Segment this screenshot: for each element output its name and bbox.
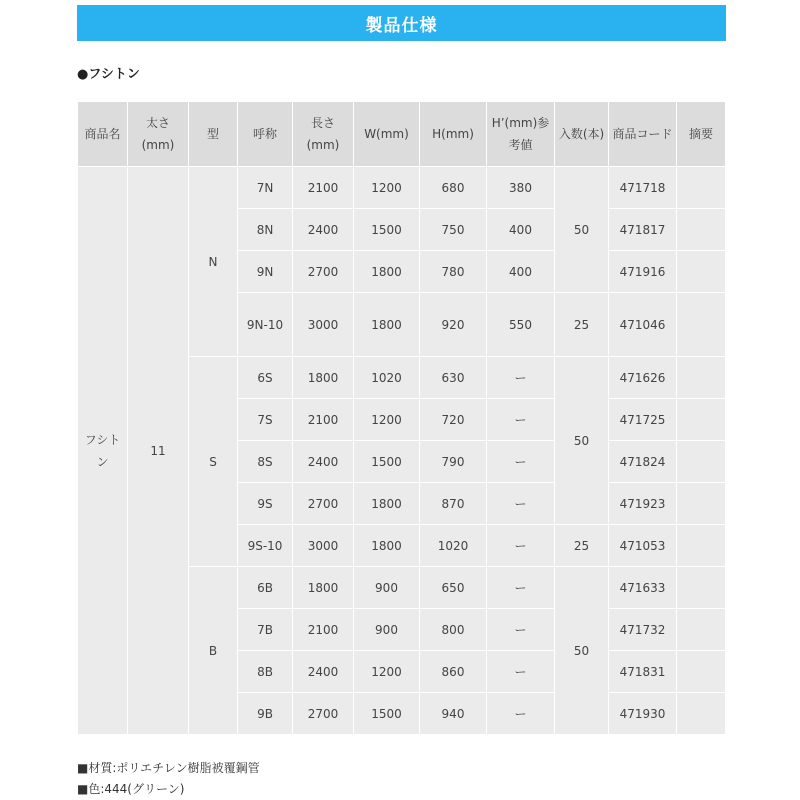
cell-call: 7S xyxy=(238,399,293,441)
cell-length: 3000 xyxy=(293,293,354,357)
cell-code: 471718 xyxy=(609,167,677,209)
cell-h: 720 xyxy=(420,399,487,441)
cell-note xyxy=(677,251,726,293)
cell-h: 680 xyxy=(420,167,487,209)
cell-call: 6B xyxy=(238,567,293,609)
cell-length: 2100 xyxy=(293,167,354,209)
cell-h: 940 xyxy=(420,693,487,735)
cell-thickness: 11 xyxy=(128,167,189,735)
cell-call: 7B xyxy=(238,609,293,651)
header-w: W(mm) xyxy=(354,102,420,167)
spec-banner xyxy=(77,5,726,41)
cell-call: 9S-10 xyxy=(238,525,293,567)
table-row xyxy=(78,167,726,209)
cell-h: 780 xyxy=(420,251,487,293)
cell-hp: 380 xyxy=(487,167,555,209)
cell-note xyxy=(677,567,726,609)
cell-w: 1800 xyxy=(354,251,420,293)
cell-h: 790 xyxy=(420,441,487,483)
section-title: ●フシトン xyxy=(77,67,140,82)
cell-w: 1500 xyxy=(354,693,420,735)
cell-w: 1500 xyxy=(354,441,420,483)
cell-length: 2100 xyxy=(293,399,354,441)
cell-h: 860 xyxy=(420,651,487,693)
cell-w: 1800 xyxy=(354,483,420,525)
cell-type-n: N xyxy=(189,167,238,357)
cell-w: 1200 xyxy=(354,167,420,209)
cell-qty: 25 xyxy=(555,525,609,567)
cell-call: 9B xyxy=(238,693,293,735)
note-material: ■材質:ポリエチレン樹脂被覆鋼管 xyxy=(77,761,260,775)
cell-h: 870 xyxy=(420,483,487,525)
cell-code: 471923 xyxy=(609,483,677,525)
cell-note xyxy=(677,609,726,651)
cell-type-b: B xyxy=(189,567,238,735)
note-color: ■色:444(グリーン) xyxy=(77,782,185,796)
header-length: 長さ(mm) xyxy=(293,102,354,167)
cell-w: 1800 xyxy=(354,293,420,357)
cell-length: 3000 xyxy=(293,525,354,567)
cell-note xyxy=(677,525,726,567)
cell-h: 750 xyxy=(420,209,487,251)
cell-w: 900 xyxy=(354,567,420,609)
cell-code: 471046 xyxy=(609,293,677,357)
cell-note xyxy=(677,651,726,693)
spec-notes xyxy=(77,758,260,800)
header-qty: 入数(本) xyxy=(555,102,609,167)
cell-length: 1800 xyxy=(293,567,354,609)
cell-length: 2700 xyxy=(293,693,354,735)
cell-product-name: フシトン xyxy=(78,167,128,735)
header-note: 摘要 xyxy=(677,102,726,167)
cell-call: 9S xyxy=(238,483,293,525)
cell-h: 630 xyxy=(420,357,487,399)
cell-code: 471725 xyxy=(609,399,677,441)
cell-w: 1200 xyxy=(354,399,420,441)
cell-note xyxy=(677,441,726,483)
cell-hp: ー xyxy=(487,693,555,735)
cell-qty: 25 xyxy=(555,293,609,357)
cell-code: 471824 xyxy=(609,441,677,483)
cell-note xyxy=(677,357,726,399)
cell-qty: 50 xyxy=(555,567,609,735)
cell-code: 471626 xyxy=(609,357,677,399)
banner-title: 製品仕様 xyxy=(365,15,438,36)
cell-call: 9N-10 xyxy=(238,293,293,357)
cell-w: 1800 xyxy=(354,525,420,567)
cell-code: 471930 xyxy=(609,693,677,735)
cell-note xyxy=(677,209,726,251)
cell-call: 7N xyxy=(238,167,293,209)
cell-hp: ー xyxy=(487,483,555,525)
header-thickness: 太さ(mm) xyxy=(128,102,189,167)
header-name: 商品名 xyxy=(78,102,128,167)
cell-hp: ー xyxy=(487,567,555,609)
table-header-row xyxy=(78,102,726,167)
cell-hp: 400 xyxy=(487,251,555,293)
cell-qty: 50 xyxy=(555,357,609,525)
cell-length: 2700 xyxy=(293,483,354,525)
cell-length: 2400 xyxy=(293,209,354,251)
header-h: H(mm) xyxy=(420,102,487,167)
cell-length: 2400 xyxy=(293,651,354,693)
cell-length: 1800 xyxy=(293,357,354,399)
cell-hp: ー xyxy=(487,525,555,567)
cell-call: 9N xyxy=(238,251,293,293)
cell-w: 1500 xyxy=(354,209,420,251)
cell-code: 471916 xyxy=(609,251,677,293)
cell-call: 6S xyxy=(238,357,293,399)
header-hp: H’(mm)参考値 xyxy=(487,102,555,167)
cell-qty: 50 xyxy=(555,167,609,293)
spec-table xyxy=(77,101,726,735)
header-type: 型 xyxy=(189,102,238,167)
cell-hp: ー xyxy=(487,651,555,693)
cell-h: 1020 xyxy=(420,525,487,567)
cell-hp: ー xyxy=(487,399,555,441)
cell-code: 471732 xyxy=(609,609,677,651)
cell-length: 2700 xyxy=(293,251,354,293)
cell-hp: ー xyxy=(487,357,555,399)
cell-code: 471633 xyxy=(609,567,677,609)
cell-h: 800 xyxy=(420,609,487,651)
cell-note xyxy=(677,693,726,735)
cell-hp: 550 xyxy=(487,293,555,357)
cell-call: 8B xyxy=(238,651,293,693)
header-code: 商品コード xyxy=(609,102,677,167)
cell-type-s: S xyxy=(189,357,238,567)
cell-w: 1020 xyxy=(354,357,420,399)
cell-w: 900 xyxy=(354,609,420,651)
cell-h: 650 xyxy=(420,567,487,609)
cell-code: 471817 xyxy=(609,209,677,251)
cell-w: 1200 xyxy=(354,651,420,693)
cell-hp: 400 xyxy=(487,209,555,251)
cell-hp: ー xyxy=(487,609,555,651)
cell-note xyxy=(677,483,726,525)
cell-note xyxy=(677,167,726,209)
cell-h: 920 xyxy=(420,293,487,357)
cell-note xyxy=(677,399,726,441)
cell-code: 471053 xyxy=(609,525,677,567)
cell-length: 2400 xyxy=(293,441,354,483)
cell-call: 8S xyxy=(238,441,293,483)
cell-code: 471831 xyxy=(609,651,677,693)
header-call: 呼称 xyxy=(238,102,293,167)
cell-call: 8N xyxy=(238,209,293,251)
cell-note xyxy=(677,293,726,357)
cell-length: 2100 xyxy=(293,609,354,651)
cell-hp: ー xyxy=(487,441,555,483)
